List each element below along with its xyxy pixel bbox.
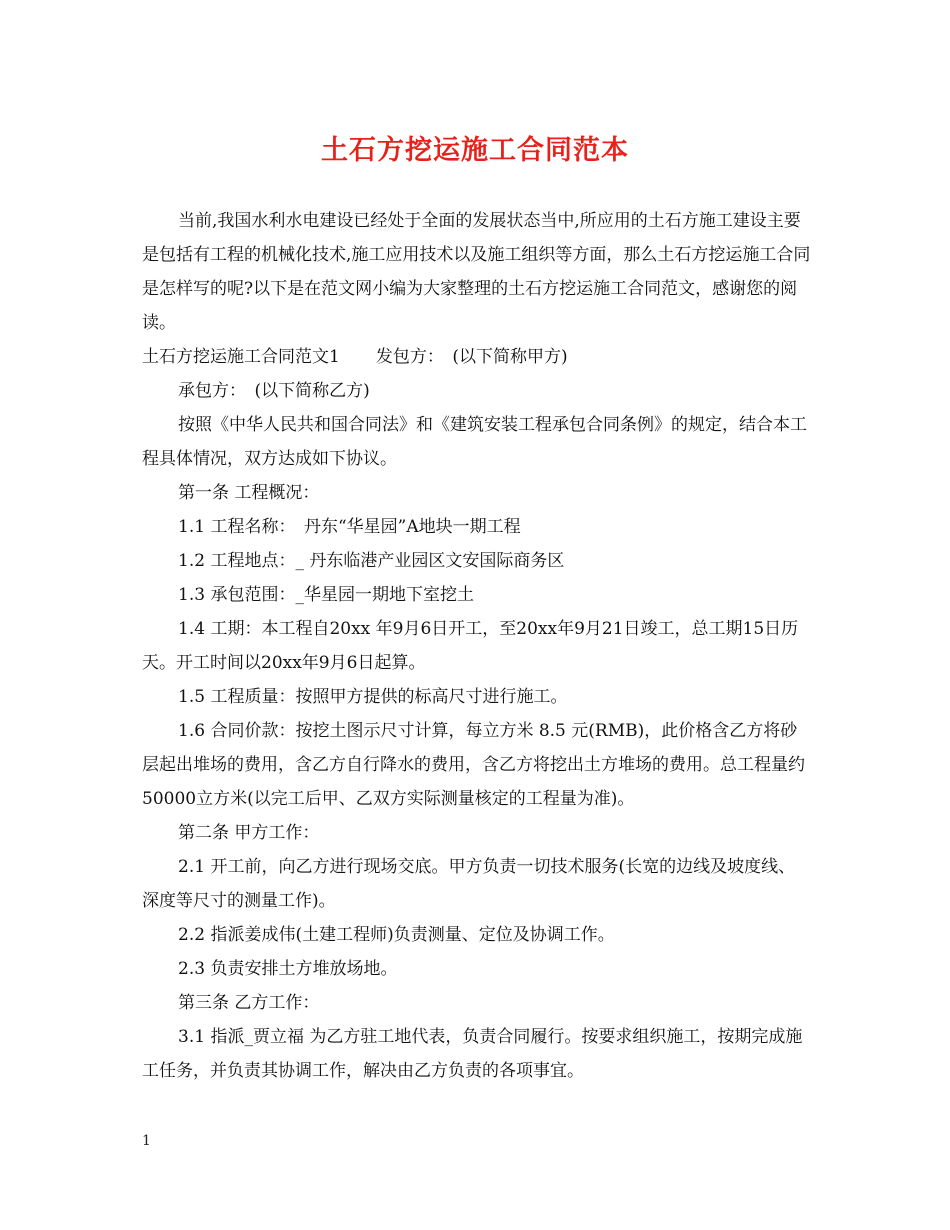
page-number: 1: [142, 1133, 151, 1149]
party-b-line: 承包方： (以下简称乙方): [178, 381, 370, 401]
party-a-line: 发包方： (以下简称甲方): [375, 347, 568, 367]
clause-1-1: 1.1 工程名称： 丹东“华星园”A地块一期工程: [178, 517, 521, 537]
intro-paragraph: 当前,我国水利水电建设已经处于全面的发展状态当中,所应用的土石方施工建设主要是包括有工程的机械化技术,施工应用技术以及施工组织等方面，那么土石方挖运施工合同是怎样写的呢?以下是在范文网小编为大家整理的土石方挖运施工合同范文，感谢您的阅读。: [142, 211, 811, 333]
article-2-title: 第二条 甲方工作：: [178, 823, 320, 843]
clause-1-5: 1.5 工程质量：按照甲方提供的标高尺寸进行施工。: [178, 687, 568, 707]
basis-paragraph: 按照《中华人民共和国合同法》和《建筑安装工程承包合同条例》的规定，结合本工程具体情况，双方达成如下协议。: [142, 415, 807, 469]
clause-3-1: 3.1 指派_贾立福 为乙方驻工地代表，负责合同履行。按要求组织施工，按期完成施工任务，并负责其协调工作，解决由乙方负责的各项事宜。: [142, 1027, 803, 1081]
clause-1-3: 1.3 承包范围：_华星园一期地下室挖土: [178, 585, 474, 605]
sample-heading: 土石方挖运施工合同范文1: [142, 347, 340, 367]
clause-1-2: 1.2 工程地点：_ 丹东临港产业园区文安国际商务区: [178, 551, 565, 571]
clause-2-1: 2.1 开工前，向乙方进行现场交底。甲方负责一切技术服务(长宽的边线及坡度线、深度等尺寸的测量工作)。: [142, 857, 796, 911]
document-body: [142, 204, 812, 1088]
clause-1-6: 1.6 合同价款：按挖土图示尺寸计算，每立方米 8.5 元(RMB)，此价格含乙方将砂层起出堆场的费用，含乙方自行降水的费用，含乙方将挖出土方堆场的费用。总工程量约50000立方米(以完工后甲、乙双方实际测量核定的工程量为准)。: [142, 721, 805, 809]
article-3-title: 第三条 乙方工作：: [178, 993, 320, 1013]
article-1-title: 第一条 工程概况：: [178, 483, 320, 503]
clause-2-3: 2.3 负责安排土方堆放场地。: [178, 959, 398, 979]
document-title: 土石方挖运施工合同范本: [321, 135, 629, 166]
clause-1-4: 1.4 工期：本工程自20xx 年9月6日开工，至20xx年9月21日竣工，总工期15日历天。开工时间以20xx年9月6日起算。: [142, 619, 799, 673]
clause-2-2: 2.2 指派姜成伟(土建工程师)负责测量、定位及协调工作。: [178, 925, 615, 945]
sample-heading-line: [142, 340, 812, 374]
